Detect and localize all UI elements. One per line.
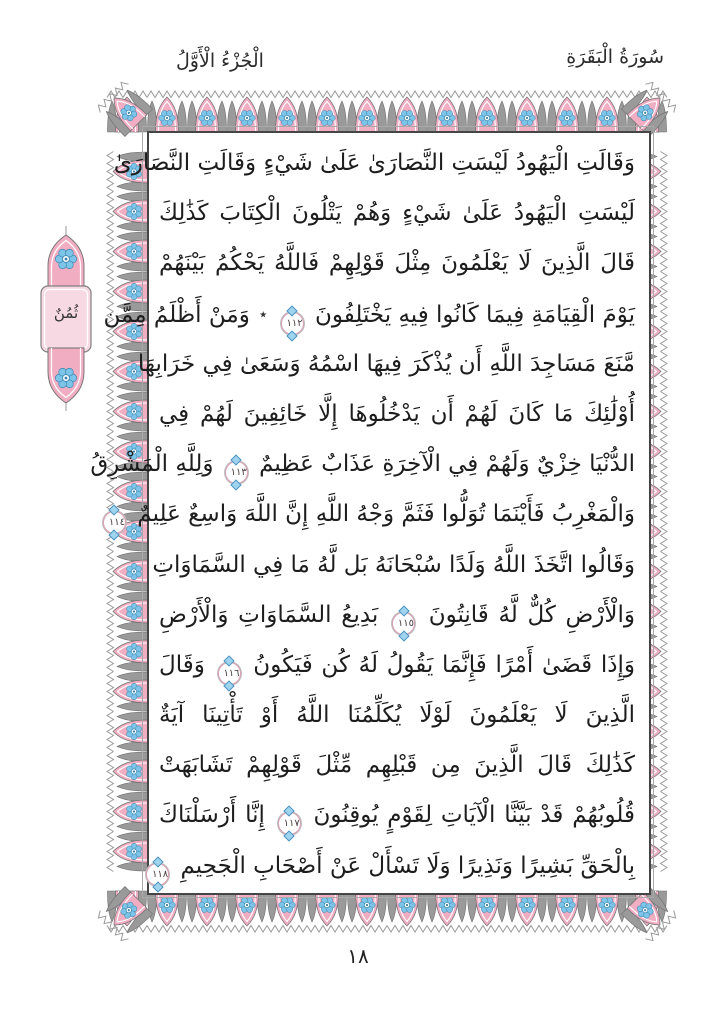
ayah-text: أُوْلَٰئِكَ مَا كَانَ لَهُمْ أَن يَدْخُلُوهَا إِلَّا خَائِفِينَ لَهُمْ فِي: [159, 400, 635, 427]
page-number: ١٨: [347, 944, 369, 968]
ayah-text: مَّنَعَ مَسَاجِدَ اللَّهِ أَن يُذْكَرَ فِيهَا اسْمُهُ وَسَعَىٰ فِي خَرَابِهَا: [137, 350, 635, 377]
verse-end-marker: ١١٤: [103, 511, 126, 534]
thumn-star-icon: ٭: [259, 304, 268, 323]
quran-text-block: [90, 138, 636, 891]
mushaf-line: [159, 590, 635, 640]
mushaf-line: [159, 238, 635, 288]
ayah-text: وَقَالَتِ الْيَهُودُ لَيْسَتِ النَّصَارَىٰ عَلَىٰ شَيْءٍ وَقَالَتِ النَّصَارَىٰ: [113, 150, 635, 176]
verse-end-marker: ١١٨: [146, 863, 169, 886]
mushaf-line: [103, 289, 635, 339]
surah-title: سُورَةُ الْبَقَرَةِ: [566, 46, 664, 68]
verse-end-marker: ١١٥: [392, 612, 415, 635]
ayah-text: قُلُوبُهُمْ قَدْ بَيَّنَّا الْآيَاتِ لِقَوْمٍ يُوقِنُونَ: [313, 802, 636, 829]
thumn-label: ثُمُنٌ: [53, 304, 79, 322]
ayah-text: قَالَ الَّذِينَ لَا يَعْلَمُونَ مِثْلَ قَوْلِهِمْ فَاللَّهُ يَحْكُمُ بَيْنَهُمْ: [159, 250, 635, 277]
verse-end-marker: ١١٢: [281, 312, 304, 335]
ayah-text: يَوْمَ الْقِيَامَةِ فِيمَا كَانُوا فِيهِ يَخْتَلِفُونَ: [314, 301, 635, 328]
verse-end-marker: ١١٦: [218, 662, 241, 685]
juz-title: الْجُزْءُ الْأَوَّلُ: [176, 50, 264, 72]
ayah-text: بَدِيعُ السَّمَاوَاتِ وَالْأَرْضِ: [159, 601, 379, 628]
mushaf-line: [159, 389, 635, 439]
mushaf-line: [159, 690, 635, 740]
verse-end-marker: ١١٣: [225, 461, 248, 484]
ayah-text: وَمَنْ أَظْلَمُ مِمَّن: [103, 301, 250, 328]
mushaf-line: [159, 640, 635, 690]
ayah-text: وَإِذَا قَضَىٰ أَمْرًا فَإِنَّمَا يَقُولُ لَهُ كُن فَيَكُونُ: [253, 651, 635, 678]
ayah-text: إِنَّا أَرْسَلْنَاكَ: [159, 802, 265, 829]
ayah-text: بِالْحَقِّ بَشِيرًا وَنَذِيرًا وَلَا تَسْأَلْ عَنْ أَصْحَابِ الْجَحِيمِ: [180, 852, 635, 879]
verse-end-marker: ١١٧: [278, 812, 301, 835]
mushaf-line: [90, 439, 635, 489]
mushaf-line: [113, 138, 635, 188]
ayah-text: وَقَالُوا اتَّخَذَ اللَّهُ وَلَدًا سُبْحَانَهُ بَل لَّهُ مَا فِي السَّمَاوَاتِ: [152, 551, 635, 578]
mushaf-line: [152, 540, 635, 590]
ayah-text: وَالْمَغْرِبُ فَأَيْنَمَا تُوَلُّوا فَثَمَّ وَجْهُ اللَّهِ إِنَّ اللَّهَ وَاسِعٌ عَلِيمٌ: [137, 501, 635, 528]
ayah-text: وَالْأَرْضِ كُلٌّ لَّهُ قَانِتُونَ: [428, 601, 636, 628]
ayah-text: الدُّنْيَا خِزْيٌ وَلَهُمْ فِي الْآخِرَةِ عَذَابٌ عَظِيمٌ: [259, 451, 635, 478]
mushaf-line: [152, 841, 635, 891]
ayah-text: وَقَالَ: [159, 651, 205, 678]
mushaf-line: [159, 790, 635, 840]
ayah-text: لَيْسَتِ الْيَهُودُ عَلَىٰ شَيْءٍ وَهُمْ يَتْلُونَ الْكِتَابَ كَذَٰلِكَ: [159, 200, 635, 227]
mushaf-line: [159, 188, 635, 238]
mushaf-line: [159, 740, 635, 790]
ayah-text: كَذَٰلِكَ قَالَ الَّذِينَ مِن قَبْلِهِم مِّثْلَ قَوْلِهِمْ تَشَابَهَتْ: [159, 752, 635, 779]
mushaf-line: [108, 489, 635, 539]
ayah-text: الَّذِينَ لَا يَعْلَمُونَ لَوْلَا يُكَلِّمُنَا اللَّهُ أَوْ تَأْتِينَا آيَةٌ: [159, 702, 635, 729]
mushaf-line: [137, 339, 635, 389]
ayah-text: وَلِلَّهِ الْمَشْرِقُ: [90, 451, 214, 478]
